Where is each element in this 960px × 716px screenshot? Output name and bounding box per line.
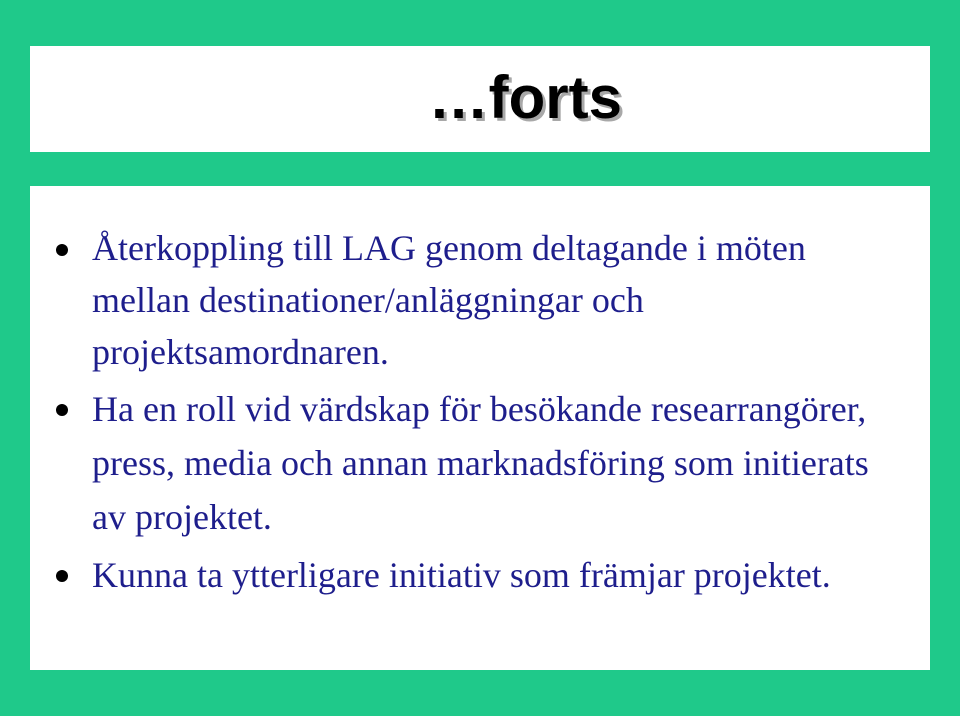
bullet-text: Kunna ta ytterligare initiativ som främjar projektet. [92, 555, 831, 595]
bullet-item [56, 382, 896, 544]
bullet-item [56, 548, 896, 602]
bullet-item [56, 222, 896, 378]
slide-title: …forts [428, 64, 622, 131]
bullet-list [56, 222, 896, 606]
bullet-icon [56, 570, 68, 582]
bullet-text: Ha en roll vid värdskap för besökande researrangörer, press, media och annan marknadsföring som initierats av projektet. [92, 389, 869, 537]
content-panel [30, 186, 930, 670]
bullet-text: Återkoppling till LAG genom deltagande i möten mellan destinationer/anläggningar och projektsamordnaren. [92, 228, 806, 372]
bullet-icon [56, 244, 68, 256]
bullet-icon [56, 404, 68, 416]
